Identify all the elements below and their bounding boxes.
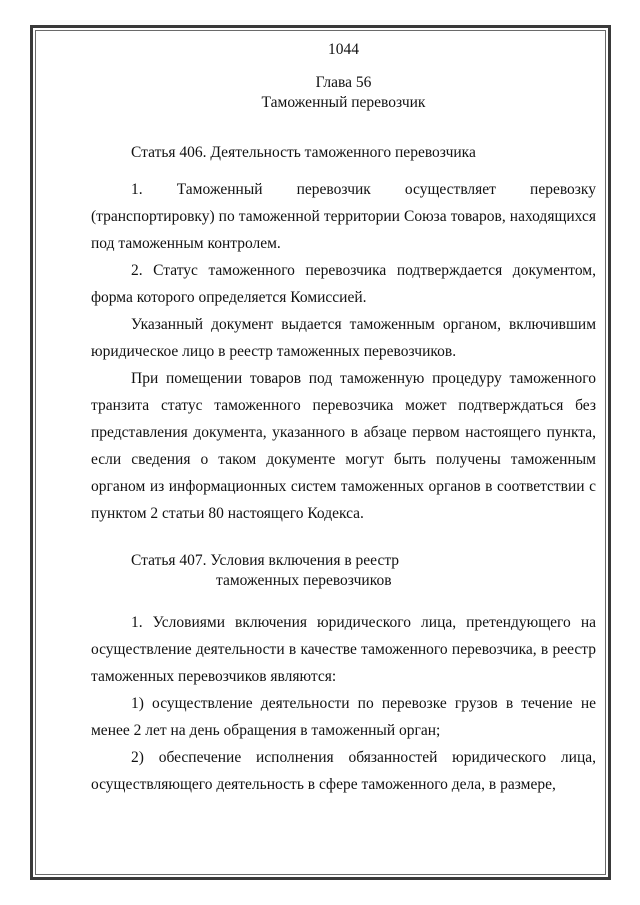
article-407-paragraph-3: 2) обеспечение исполнения обязанностей юридического лица, осуществляющего деятельность в сфере таможенного дела, в размере, bbox=[91, 749, 596, 793]
article-406-title: Статья 406. Деятельность таможенного перевозчика bbox=[131, 144, 476, 161]
chapter-title: Таможенный перевозчик bbox=[261, 94, 426, 111]
article-406-paragraph-2: 2. Статус таможенного перевозчика подтверждается документом, форма которого определяется Комиссией. bbox=[91, 262, 596, 306]
page-number: 1044 bbox=[328, 41, 359, 58]
article-407-paragraph-1: 1. Условиями включения юридического лица, претендующего на осуществление деятельности в качестве таможенного перевозчика, в реестр таможенных перевозчиков являются: bbox=[91, 614, 596, 685]
article-406-paragraph-1: 1. Таможенный перевозчик осуществляет перевозку (транспортировку) по таможенной территории Союза товаров, находящихся под таможенным контролем. bbox=[91, 181, 596, 252]
article-406-paragraph-4: При помещении товаров под таможенную процедуру таможенного транзита статус таможенного перевозчика может подтверждаться без представления документа, указанного в абзаце первом настоящего пункта, если сведения о таком документе могут быть получены таможенным органом из информационных систем таможенных органов в соответствии с пунктом 2 статьи 80 настоящего Кодекса. bbox=[91, 370, 596, 522]
article-407-title-line-1: Статья 407. Условия включения в реестр bbox=[131, 552, 400, 569]
article-407-title-line-2: таможенных перевозчиков bbox=[216, 572, 392, 589]
chapter-number: Глава 56 bbox=[315, 74, 372, 91]
article-407-paragraph-2: 1) осуществление деятельности по перевозке грузов в течение не менее 2 лет на день обращения в таможенный орган; bbox=[91, 695, 596, 739]
article-406-paragraph-3: Указанный документ выдается таможенным органом, включившим юридическое лицо в реестр таможенных перевозчиков. bbox=[91, 316, 596, 360]
document-page bbox=[91, 36, 596, 798]
article-407-title bbox=[91, 551, 596, 591]
chapter-heading bbox=[91, 73, 596, 113]
